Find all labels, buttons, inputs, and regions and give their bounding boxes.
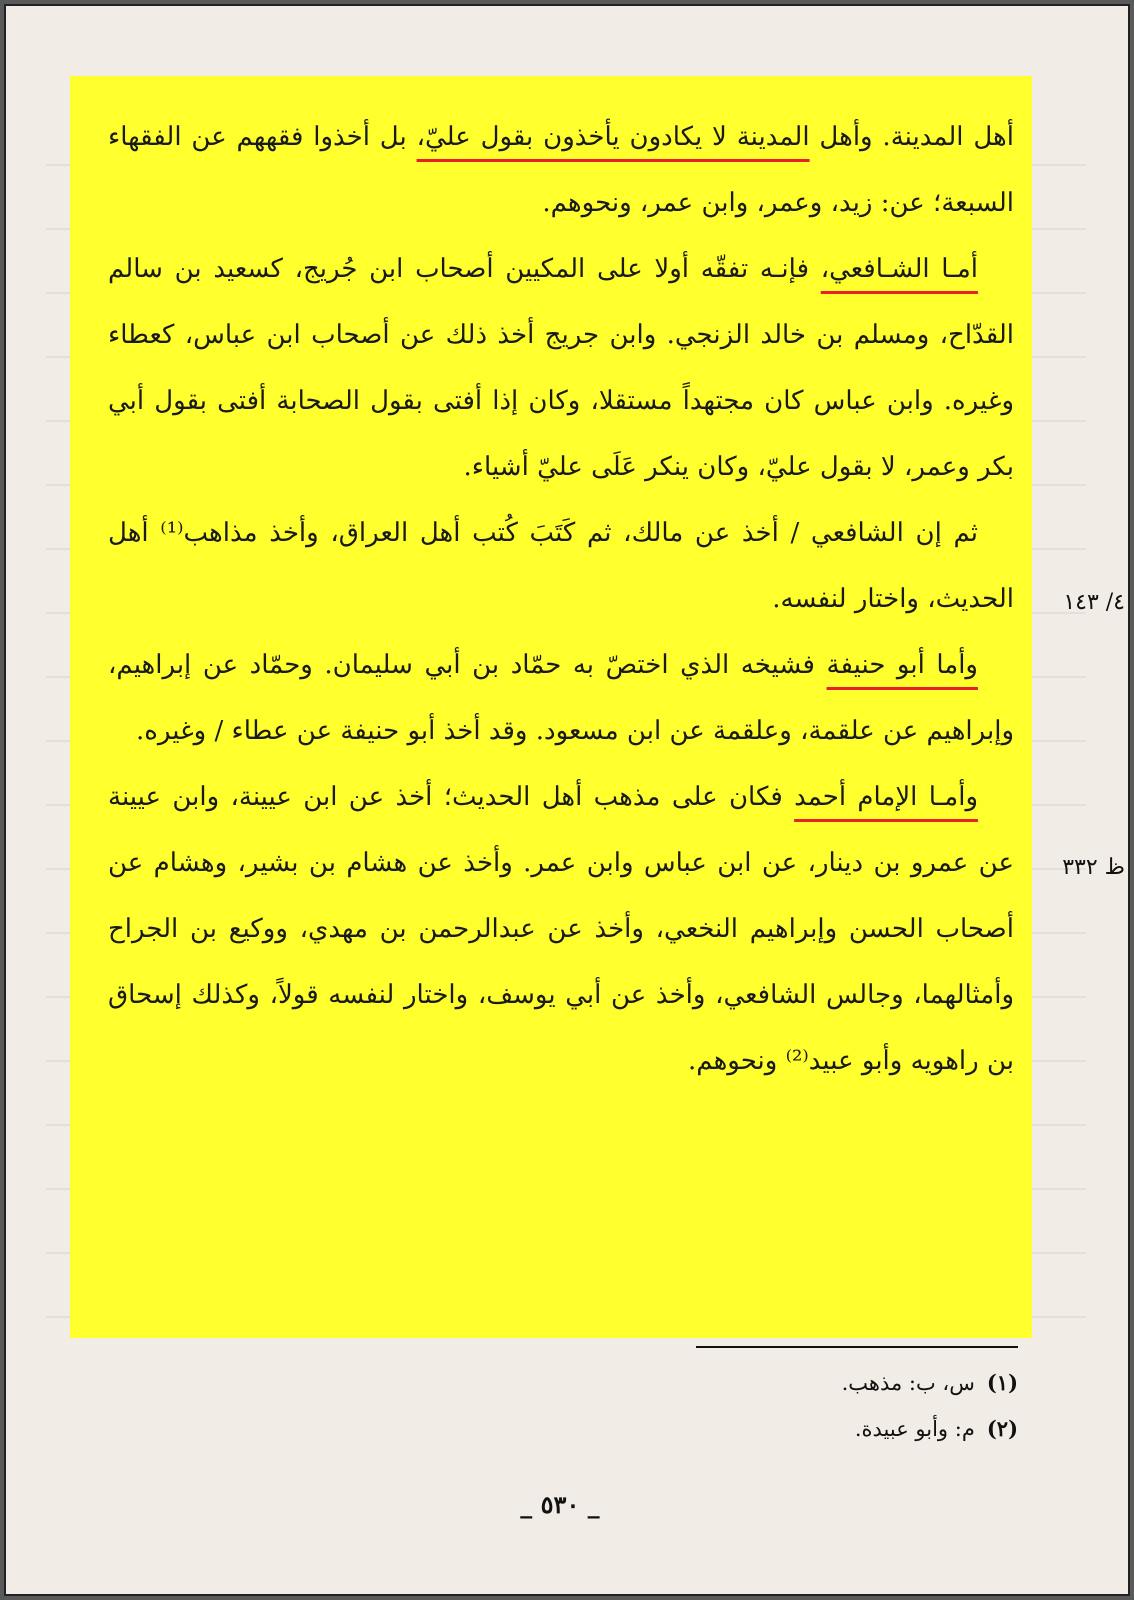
- underlined-phrase: وأمـا الإمام أحمد: [794, 782, 978, 812]
- text-segment: بل أخذوا فقههم عن الفقهاء السبعة؛ عن: زيد، وعمر، وابن عمر، ونحوهم.: [108, 122, 1014, 218]
- text-segment: ثم إن الشافعي / أخذ عن مالك، ثم كَتَبَ كُتب أهل العراق، وأخذ مذاهب⁽¹⁾ أهل الحديث، واختار لنفسه.: [108, 518, 1014, 614]
- footnote-2: [700, 1406, 1018, 1452]
- footnote-number: (٢): [986, 1416, 1018, 1441]
- footnote-1: [700, 1360, 1018, 1406]
- underlined-phrase: المدينة لا يكادون يأخذون بقول عليّ،: [416, 122, 810, 152]
- page-number: _ ٥٣٠ _: [520, 1490, 600, 1519]
- margin-note-volume: ٤/ ١٤٣: [1063, 590, 1125, 615]
- paragraph-p2: [108, 236, 1014, 500]
- paragraph-p3: [108, 500, 1014, 632]
- main-text: [108, 104, 1014, 1094]
- text-segment: فشيخه الذي اختصّ به حمّاد بن أبي سليمان. وحمّاد عن إبراهيم، وإبراهيم عن علقمة، وعلقمة عن ابن مسعود. وقد أخذ أبو حنيفة عن عطاء / وغيره.: [108, 650, 1014, 746]
- margin-note-manuscript: ظ ٣٣٢: [1062, 855, 1125, 880]
- footnote-divider: [696, 1346, 1018, 1348]
- text-segment: فكان على مذهب أهل الحديث؛ أخذ عن ابن عيينة، وابن عيينة عن عمرو بن دينار، عن ابن عباس وابن عمر. وأخذ عن هشام بن بشير، وهشام عن أصحاب الحسن وإبراهيم النخعي، وأخذ عن عبدالرحمن بن مهدي، ووكيع بن الجراح وأمثالهما، وجالس الشافعي، وأخذ عن أبي يوسف، واختار لنفسه قولاً، وكذلك إسحاق بن راهويه وأبو عبيد⁽²⁾ ونحوهم.: [108, 782, 1014, 1076]
- paragraph-p4: [108, 632, 1014, 764]
- footnotes: [700, 1360, 1018, 1452]
- text-segment: أهل المدينة. وأهل: [809, 122, 1014, 152]
- paragraph-p1: [108, 104, 1014, 236]
- text-segment: فإنـه تفقّه أولا على المكيين أصحاب ابن جُريج، كسعيد بن سالم القدّاح، ومسلم بن خالد الزنجي. وابن جريج أخذ ذلك عن أصحاب ابن عباس، كعطاء وغيره. وابن عباس كان مجتهداً مستقلا، وكان إذا أفتى بقول الصحابة أفتى بقول أبي بكر وعمر، لا بقول عليّ، وكان ينكر عَلَى عليّ أشياء.: [108, 254, 1015, 482]
- underlined-phrase: أمـا الشـافعي،: [820, 254, 978, 284]
- underlined-phrase: وأما أبو حنيفة: [826, 650, 978, 680]
- footnote-number: (١): [986, 1370, 1018, 1395]
- footnote-text: م: وأبو عبيدة.: [854, 1417, 975, 1441]
- footnote-text: س، ب: مذهب.: [841, 1371, 975, 1395]
- paragraph-p5: [108, 764, 1014, 1094]
